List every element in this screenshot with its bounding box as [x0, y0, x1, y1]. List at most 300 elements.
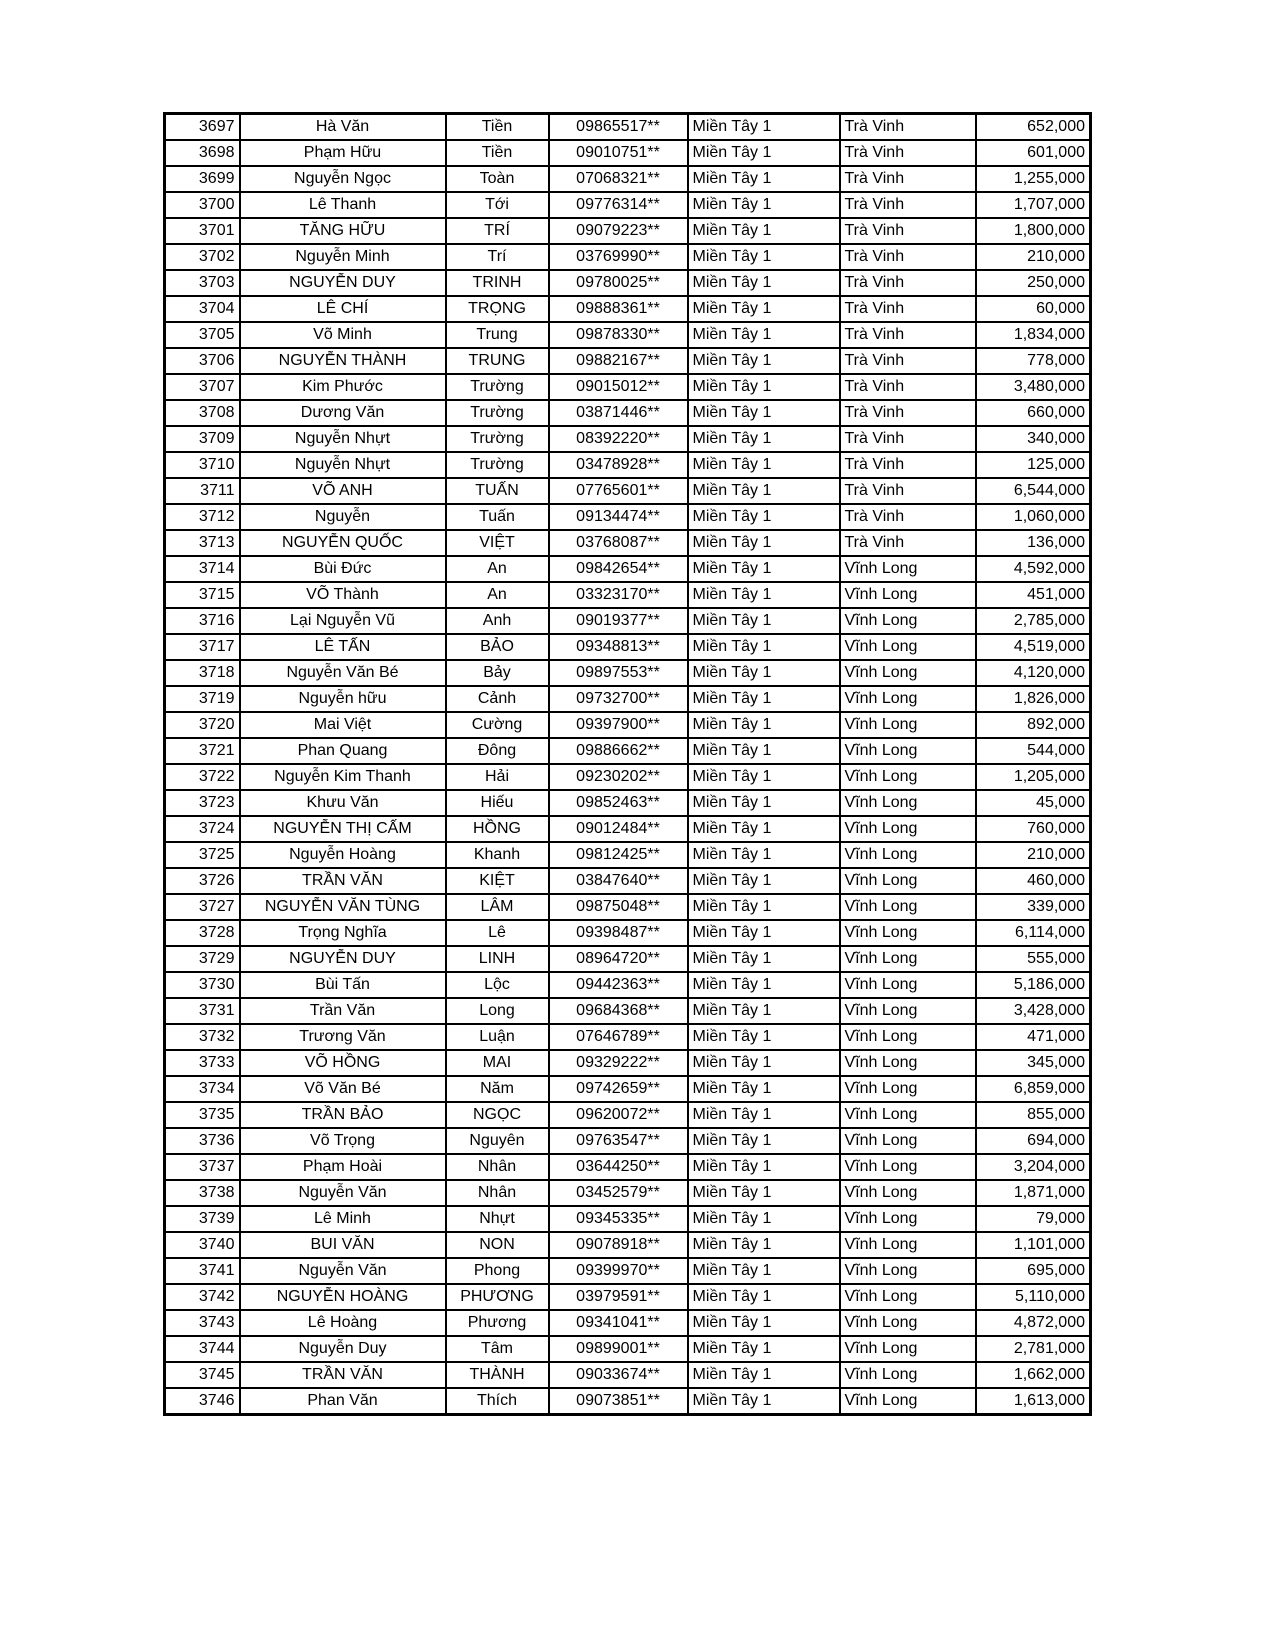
- cell-amount: 3,480,000: [976, 374, 1091, 400]
- cell-surname: Phan Văn: [240, 1388, 446, 1415]
- cell-province: Vĩnh Long: [840, 738, 976, 764]
- cell-amount: 125,000: [976, 452, 1091, 478]
- table-row: [165, 712, 1091, 738]
- cell-given_name: Nhựt: [446, 1206, 549, 1232]
- cell-amount: 451,000: [976, 582, 1091, 608]
- cell-surname: Lại Nguyễn Vũ: [240, 608, 446, 634]
- cell-province: Trà Vinh: [840, 140, 976, 166]
- cell-given_name: Bảy: [446, 660, 549, 686]
- cell-given_name: PHƯƠNG: [446, 1284, 549, 1310]
- cell-region: Miền Tây 1: [688, 1336, 840, 1362]
- table-row: [165, 322, 1091, 348]
- cell-province: Vĩnh Long: [840, 686, 976, 712]
- cell-phone: 09341041**: [549, 1310, 688, 1336]
- cell-province: Vĩnh Long: [840, 998, 976, 1024]
- cell-amount: 555,000: [976, 946, 1091, 972]
- cell-surname: Lê Thanh: [240, 192, 446, 218]
- cell-phone: 03478928**: [549, 452, 688, 478]
- table-row: [165, 920, 1091, 946]
- cell-given_name: Tiền: [446, 140, 549, 166]
- cell-given_name: TRÍ: [446, 218, 549, 244]
- cell-amount: 601,000: [976, 140, 1091, 166]
- cell-surname: NGUYỄN THỊ CẤM: [240, 816, 446, 842]
- cell-phone: 09842654**: [549, 556, 688, 582]
- cell-id: 3735: [165, 1102, 240, 1128]
- cell-province: Vĩnh Long: [840, 894, 976, 920]
- cell-phone: 09684368**: [549, 998, 688, 1024]
- cell-province: Vĩnh Long: [840, 1362, 976, 1388]
- cell-amount: 45,000: [976, 790, 1091, 816]
- cell-surname: Khưu Văn: [240, 790, 446, 816]
- cell-id: 3708: [165, 400, 240, 426]
- cell-phone: 09852463**: [549, 790, 688, 816]
- cell-phone: 03769990**: [549, 244, 688, 270]
- table-row: [165, 348, 1091, 374]
- cell-id: 3697: [165, 114, 240, 141]
- table-row: [165, 946, 1091, 972]
- cell-amount: 1,800,000: [976, 218, 1091, 244]
- cell-province: Vĩnh Long: [840, 1128, 976, 1154]
- cell-given_name: NGỌC: [446, 1102, 549, 1128]
- cell-region: Miền Tây 1: [688, 764, 840, 790]
- cell-phone: 09015012**: [549, 374, 688, 400]
- cell-surname: Nguyễn Duy: [240, 1336, 446, 1362]
- cell-surname: Dương Văn: [240, 400, 446, 426]
- cell-province: Vĩnh Long: [840, 1050, 976, 1076]
- cell-province: Vĩnh Long: [840, 1154, 976, 1180]
- cell-province: Vĩnh Long: [840, 790, 976, 816]
- cell-surname: VÕ Thành: [240, 582, 446, 608]
- cell-id: 3743: [165, 1310, 240, 1336]
- cell-province: Trà Vinh: [840, 166, 976, 192]
- table-row: [165, 504, 1091, 530]
- table-row: [165, 1258, 1091, 1284]
- cell-amount: 471,000: [976, 1024, 1091, 1050]
- table-row: [165, 1024, 1091, 1050]
- cell-id: 3706: [165, 348, 240, 374]
- cell-surname: Nguyễn Ngọc: [240, 166, 446, 192]
- cell-amount: 6,544,000: [976, 478, 1091, 504]
- cell-given_name: TRINH: [446, 270, 549, 296]
- cell-region: Miền Tây 1: [688, 452, 840, 478]
- cell-given_name: Lộc: [446, 972, 549, 998]
- cell-id: 3724: [165, 816, 240, 842]
- cell-phone: 07068321**: [549, 166, 688, 192]
- cell-phone: 09875048**: [549, 894, 688, 920]
- cell-surname: NGUYỄN VĂN TÙNG: [240, 894, 446, 920]
- table-row: [165, 114, 1091, 141]
- cell-phone: 09899001**: [549, 1336, 688, 1362]
- table-row: [165, 738, 1091, 764]
- cell-surname: Võ Văn Bé: [240, 1076, 446, 1102]
- cell-given_name: HỒNG: [446, 816, 549, 842]
- cell-given_name: LÂM: [446, 894, 549, 920]
- cell-given_name: Năm: [446, 1076, 549, 1102]
- cell-id: 3710: [165, 452, 240, 478]
- cell-id: 3745: [165, 1362, 240, 1388]
- cell-surname: Nguyễn Hoàng: [240, 842, 446, 868]
- cell-phone: 09397900**: [549, 712, 688, 738]
- cell-surname: Trương Văn: [240, 1024, 446, 1050]
- cell-id: 3698: [165, 140, 240, 166]
- cell-given_name: Trường: [446, 452, 549, 478]
- cell-region: Miền Tây 1: [688, 1388, 840, 1415]
- cell-province: Trà Vinh: [840, 270, 976, 296]
- table-row: [165, 790, 1091, 816]
- cell-given_name: Trường: [446, 426, 549, 452]
- table-row: [165, 270, 1091, 296]
- cell-phone: 09812425**: [549, 842, 688, 868]
- table-row: [165, 1180, 1091, 1206]
- table-row: [165, 868, 1091, 894]
- cell-surname: Nguyễn Kim Thanh: [240, 764, 446, 790]
- cell-phone: 09888361**: [549, 296, 688, 322]
- cell-phone: 09230202**: [549, 764, 688, 790]
- cell-phone: 09886662**: [549, 738, 688, 764]
- cell-phone: 03323170**: [549, 582, 688, 608]
- cell-amount: 4,120,000: [976, 660, 1091, 686]
- cell-given_name: TRUNG: [446, 348, 549, 374]
- cell-id: 3711: [165, 478, 240, 504]
- cell-province: Vĩnh Long: [840, 582, 976, 608]
- cell-id: 3718: [165, 660, 240, 686]
- cell-amount: 544,000: [976, 738, 1091, 764]
- cell-phone: 09763547**: [549, 1128, 688, 1154]
- cell-region: Miền Tây 1: [688, 1024, 840, 1050]
- cell-region: Miền Tây 1: [688, 1050, 840, 1076]
- cell-surname: LÊ CHÍ: [240, 296, 446, 322]
- cell-given_name: MAI: [446, 1050, 549, 1076]
- cell-surname: TRẦN VĂN: [240, 868, 446, 894]
- table-body: [165, 114, 1091, 1415]
- cell-id: 3702: [165, 244, 240, 270]
- table-row: [165, 1206, 1091, 1232]
- cell-phone: 09079223**: [549, 218, 688, 244]
- cell-phone: 09882167**: [549, 348, 688, 374]
- cell-amount: 694,000: [976, 1128, 1091, 1154]
- cell-region: Miền Tây 1: [688, 790, 840, 816]
- cell-province: Vĩnh Long: [840, 1388, 976, 1415]
- cell-id: 3742: [165, 1284, 240, 1310]
- cell-id: 3726: [165, 868, 240, 894]
- cell-amount: 2,781,000: [976, 1336, 1091, 1362]
- table-row: [165, 842, 1091, 868]
- cell-province: Trà Vinh: [840, 400, 976, 426]
- table-row: [165, 400, 1091, 426]
- table-row: [165, 166, 1091, 192]
- cell-region: Miền Tây 1: [688, 1258, 840, 1284]
- cell-region: Miền Tây 1: [688, 348, 840, 374]
- cell-region: Miền Tây 1: [688, 140, 840, 166]
- cell-region: Miền Tây 1: [688, 868, 840, 894]
- cell-id: 3738: [165, 1180, 240, 1206]
- cell-phone: 07646789**: [549, 1024, 688, 1050]
- cell-province: Vĩnh Long: [840, 946, 976, 972]
- cell-id: 3739: [165, 1206, 240, 1232]
- cell-id: 3715: [165, 582, 240, 608]
- table-row: [165, 1154, 1091, 1180]
- cell-id: 3728: [165, 920, 240, 946]
- cell-given_name: Trường: [446, 400, 549, 426]
- cell-given_name: Cường: [446, 712, 549, 738]
- cell-region: Miền Tây 1: [688, 842, 840, 868]
- cell-id: 3712: [165, 504, 240, 530]
- table-row: [165, 426, 1091, 452]
- cell-given_name: THÀNH: [446, 1362, 549, 1388]
- cell-phone: 09897553**: [549, 660, 688, 686]
- cell-phone: 09620072**: [549, 1102, 688, 1128]
- cell-id: 3741: [165, 1258, 240, 1284]
- cell-province: Vĩnh Long: [840, 1284, 976, 1310]
- table-row: [165, 582, 1091, 608]
- cell-given_name: Tới: [446, 192, 549, 218]
- cell-province: Trà Vinh: [840, 192, 976, 218]
- table-row: [165, 244, 1091, 270]
- cell-province: Trà Vinh: [840, 296, 976, 322]
- cell-surname: NGUYỄN DUY: [240, 270, 446, 296]
- cell-phone: 09348813**: [549, 634, 688, 660]
- cell-id: 3701: [165, 218, 240, 244]
- cell-surname: Võ Minh: [240, 322, 446, 348]
- cell-province: Vĩnh Long: [840, 1310, 976, 1336]
- cell-phone: 09019377**: [549, 608, 688, 634]
- table-row: [165, 192, 1091, 218]
- cell-id: 3723: [165, 790, 240, 816]
- cell-amount: 3,428,000: [976, 998, 1091, 1024]
- table-row: [165, 1388, 1091, 1415]
- cell-amount: 340,000: [976, 426, 1091, 452]
- cell-region: Miền Tây 1: [688, 1310, 840, 1336]
- cell-amount: 3,204,000: [976, 1154, 1091, 1180]
- cell-surname: NGUYỄN DUY: [240, 946, 446, 972]
- cell-surname: Mai Việt: [240, 712, 446, 738]
- cell-phone: 09399970**: [549, 1258, 688, 1284]
- cell-surname: NGUYỄN QUỐC: [240, 530, 446, 556]
- cell-given_name: Toàn: [446, 166, 549, 192]
- data-table: [163, 112, 1092, 1416]
- cell-region: Miền Tây 1: [688, 1284, 840, 1310]
- cell-amount: 652,000: [976, 114, 1091, 141]
- cell-province: Vĩnh Long: [840, 1102, 976, 1128]
- cell-id: 3705: [165, 322, 240, 348]
- cell-region: Miền Tây 1: [688, 608, 840, 634]
- cell-region: Miền Tây 1: [688, 296, 840, 322]
- cell-id: 3746: [165, 1388, 240, 1415]
- cell-phone: 09398487**: [549, 920, 688, 946]
- cell-phone: 09776314**: [549, 192, 688, 218]
- cell-phone: 08392220**: [549, 426, 688, 452]
- table-row: [165, 374, 1091, 400]
- cell-surname: TRẦN VĂN: [240, 1362, 446, 1388]
- cell-surname: Lê Hoàng: [240, 1310, 446, 1336]
- cell-amount: 4,519,000: [976, 634, 1091, 660]
- cell-amount: 695,000: [976, 1258, 1091, 1284]
- cell-given_name: Nguyên: [446, 1128, 549, 1154]
- cell-province: Vĩnh Long: [840, 920, 976, 946]
- cell-phone: 09078918**: [549, 1232, 688, 1258]
- cell-amount: 210,000: [976, 244, 1091, 270]
- cell-province: Vĩnh Long: [840, 842, 976, 868]
- cell-region: Miền Tây 1: [688, 218, 840, 244]
- cell-region: Miền Tây 1: [688, 1362, 840, 1388]
- cell-surname: Trần Văn: [240, 998, 446, 1024]
- cell-surname: Võ Trọng: [240, 1128, 446, 1154]
- table-row: [165, 296, 1091, 322]
- cell-given_name: Phong: [446, 1258, 549, 1284]
- cell-id: 3731: [165, 998, 240, 1024]
- cell-amount: 4,872,000: [976, 1310, 1091, 1336]
- cell-phone: 07765601**: [549, 478, 688, 504]
- cell-region: Miền Tây 1: [688, 270, 840, 296]
- cell-given_name: Hiếu: [446, 790, 549, 816]
- cell-given_name: Anh: [446, 608, 549, 634]
- cell-phone: 09134474**: [549, 504, 688, 530]
- cell-amount: 1,662,000: [976, 1362, 1091, 1388]
- cell-amount: 60,000: [976, 296, 1091, 322]
- cell-region: Miền Tây 1: [688, 920, 840, 946]
- cell-surname: VÕ HỒNG: [240, 1050, 446, 1076]
- cell-surname: Phan Quang: [240, 738, 446, 764]
- cell-region: Miền Tây 1: [688, 1102, 840, 1128]
- cell-given_name: An: [446, 556, 549, 582]
- cell-phone: 09345335**: [549, 1206, 688, 1232]
- cell-amount: 1,205,000: [976, 764, 1091, 790]
- cell-phone: 03979591**: [549, 1284, 688, 1310]
- table-row: [165, 556, 1091, 582]
- cell-surname: Hà Văn: [240, 114, 446, 141]
- cell-surname: Nguyễn: [240, 504, 446, 530]
- cell-province: Vĩnh Long: [840, 1024, 976, 1050]
- cell-given_name: Luận: [446, 1024, 549, 1050]
- cell-amount: 339,000: [976, 894, 1091, 920]
- cell-surname: NGUYỄN HOÀNG: [240, 1284, 446, 1310]
- cell-amount: 250,000: [976, 270, 1091, 296]
- cell-phone: 09012484**: [549, 816, 688, 842]
- table-row: [165, 1076, 1091, 1102]
- cell-surname: Phạm Hữu: [240, 140, 446, 166]
- cell-region: Miền Tây 1: [688, 946, 840, 972]
- cell-region: Miền Tây 1: [688, 1180, 840, 1206]
- cell-surname: Bùi Đức: [240, 556, 446, 582]
- cell-region: Miền Tây 1: [688, 634, 840, 660]
- cell-amount: 1,613,000: [976, 1388, 1091, 1415]
- cell-given_name: Cảnh: [446, 686, 549, 712]
- cell-id: 3740: [165, 1232, 240, 1258]
- table-row: [165, 1362, 1091, 1388]
- cell-given_name: Thích: [446, 1388, 549, 1415]
- cell-id: 3714: [165, 556, 240, 582]
- cell-given_name: KIỆT: [446, 868, 549, 894]
- cell-given_name: An: [446, 582, 549, 608]
- cell-region: Miền Tây 1: [688, 738, 840, 764]
- cell-id: 3703: [165, 270, 240, 296]
- cell-surname: Nguyễn Nhựt: [240, 426, 446, 452]
- cell-phone: 03452579**: [549, 1180, 688, 1206]
- cell-id: 3729: [165, 946, 240, 972]
- cell-given_name: BẢO: [446, 634, 549, 660]
- cell-province: Vĩnh Long: [840, 712, 976, 738]
- cell-amount: 778,000: [976, 348, 1091, 374]
- cell-province: Vĩnh Long: [840, 1206, 976, 1232]
- cell-surname: Nguyễn Nhựt: [240, 452, 446, 478]
- cell-province: Trà Vinh: [840, 504, 976, 530]
- cell-amount: 79,000: [976, 1206, 1091, 1232]
- cell-amount: 4,592,000: [976, 556, 1091, 582]
- cell-phone: 09742659**: [549, 1076, 688, 1102]
- cell-province: Vĩnh Long: [840, 1336, 976, 1362]
- cell-amount: 1,707,000: [976, 192, 1091, 218]
- table-row: [165, 998, 1091, 1024]
- cell-region: Miền Tây 1: [688, 1154, 840, 1180]
- cell-surname: Nguyễn Minh: [240, 244, 446, 270]
- cell-amount: 6,114,000: [976, 920, 1091, 946]
- cell-region: Miền Tây 1: [688, 556, 840, 582]
- cell-surname: Nguyễn Văn: [240, 1258, 446, 1284]
- table-row: [165, 764, 1091, 790]
- cell-province: Vĩnh Long: [840, 764, 976, 790]
- cell-id: 3704: [165, 296, 240, 322]
- cell-given_name: Trí: [446, 244, 549, 270]
- cell-phone: 03768087**: [549, 530, 688, 556]
- cell-region: Miền Tây 1: [688, 426, 840, 452]
- cell-region: Miền Tây 1: [688, 114, 840, 141]
- cell-phone: 09010751**: [549, 140, 688, 166]
- cell-surname: BUI VĂN: [240, 1232, 446, 1258]
- cell-surname: VÕ ANH: [240, 478, 446, 504]
- cell-amount: 1,871,000: [976, 1180, 1091, 1206]
- cell-region: Miền Tây 1: [688, 530, 840, 556]
- cell-province: Vĩnh Long: [840, 972, 976, 998]
- cell-region: Miền Tây 1: [688, 400, 840, 426]
- cell-id: 3707: [165, 374, 240, 400]
- cell-given_name: Nhân: [446, 1154, 549, 1180]
- cell-given_name: Lê: [446, 920, 549, 946]
- cell-province: Trà Vinh: [840, 374, 976, 400]
- cell-surname: Trọng Nghĩa: [240, 920, 446, 946]
- cell-region: Miền Tây 1: [688, 244, 840, 270]
- cell-region: Miền Tây 1: [688, 686, 840, 712]
- table-row: [165, 686, 1091, 712]
- cell-amount: 5,110,000: [976, 1284, 1091, 1310]
- table-row: [165, 1284, 1091, 1310]
- cell-phone: 09442363**: [549, 972, 688, 998]
- table-row: [165, 1050, 1091, 1076]
- cell-given_name: Long: [446, 998, 549, 1024]
- cell-region: Miền Tây 1: [688, 712, 840, 738]
- cell-surname: NGUYỄN THÀNH: [240, 348, 446, 374]
- cell-province: Vĩnh Long: [840, 868, 976, 894]
- cell-amount: 6,859,000: [976, 1076, 1091, 1102]
- cell-amount: 210,000: [976, 842, 1091, 868]
- cell-surname: LÊ TẤN: [240, 634, 446, 660]
- table-row: [165, 218, 1091, 244]
- cell-region: Miền Tây 1: [688, 1076, 840, 1102]
- cell-surname: Phạm Hoài: [240, 1154, 446, 1180]
- cell-id: 3717: [165, 634, 240, 660]
- cell-given_name: Hải: [446, 764, 549, 790]
- table-row: [165, 1336, 1091, 1362]
- table-row: [165, 972, 1091, 998]
- table-row: [165, 1102, 1091, 1128]
- table-row: [165, 530, 1091, 556]
- cell-province: Vĩnh Long: [840, 608, 976, 634]
- cell-id: 3713: [165, 530, 240, 556]
- cell-phone: 09865517**: [549, 114, 688, 141]
- cell-region: Miền Tây 1: [688, 374, 840, 400]
- cell-id: 3733: [165, 1050, 240, 1076]
- cell-province: Trà Vinh: [840, 218, 976, 244]
- cell-given_name: Tiền: [446, 114, 549, 141]
